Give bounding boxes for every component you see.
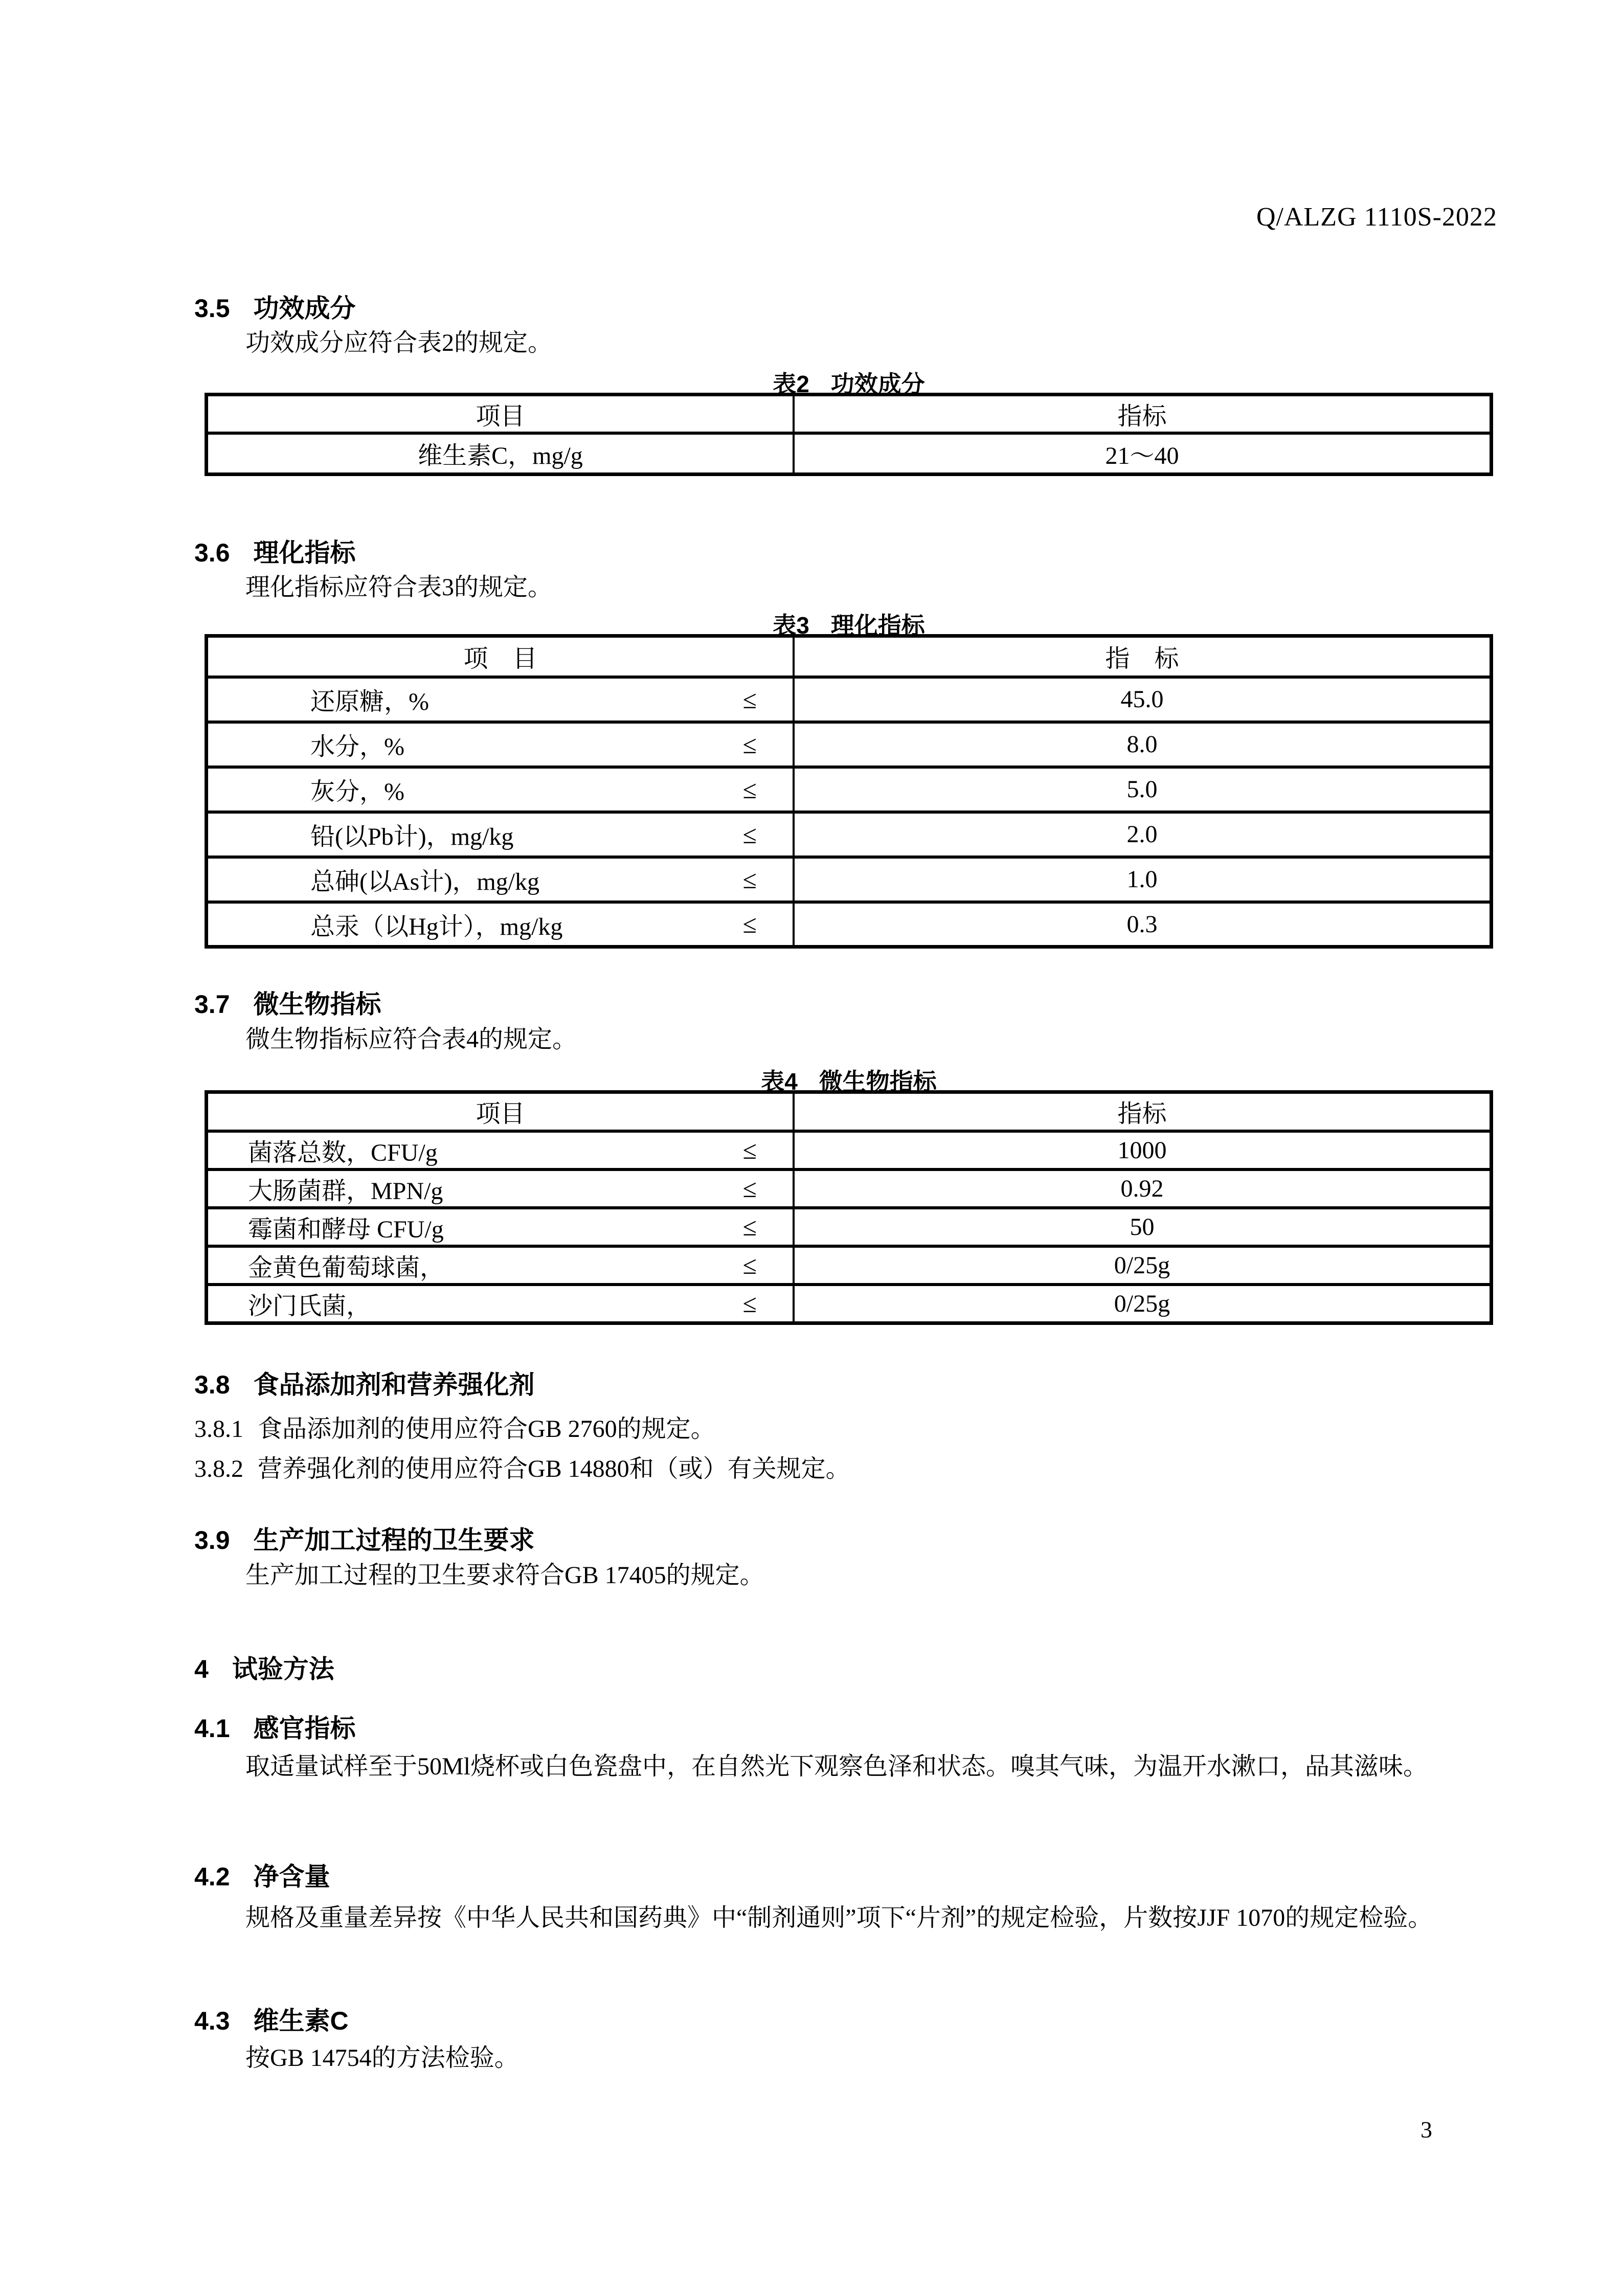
section-heading-4-2 bbox=[194, 1856, 330, 1893]
section-title: 维生素C bbox=[253, 2007, 349, 2035]
item-label: 水分，% bbox=[310, 733, 404, 760]
item-label: 霉菌和酵母 CFU/g bbox=[248, 1215, 444, 1243]
page-number: 3 bbox=[1420, 2117, 1432, 2143]
less-than-or-equal-symbol: ≤ bbox=[742, 775, 757, 804]
item-label: 菌落总数，CFU/g bbox=[248, 1139, 438, 1166]
item-column-header: 项目 bbox=[207, 395, 794, 434]
value-cell: 45.0 bbox=[794, 677, 1492, 722]
section-title: 净含量 bbox=[253, 1862, 330, 1891]
section-heading-4-1 bbox=[194, 1708, 356, 1745]
section-heading-4 bbox=[194, 1649, 334, 1685]
section-number: 3.9 bbox=[194, 1526, 230, 1555]
clause-3-8-1 bbox=[194, 1408, 1498, 1450]
section-body-3-6: 理化指标应符合表3的规定。 bbox=[245, 574, 553, 601]
table-row bbox=[207, 1285, 1492, 1323]
less-than-or-equal-symbol: ≤ bbox=[742, 1136, 757, 1164]
clause-3-8-2 bbox=[194, 1448, 1498, 1490]
section-title: 功效成分 bbox=[253, 294, 356, 323]
section-body-4-3: 按GB 14754的方法检验。 bbox=[245, 2044, 519, 2072]
item-column-header: 项 目 bbox=[207, 636, 794, 677]
table-row bbox=[207, 767, 1492, 812]
table2-functional-ingredients bbox=[205, 393, 1493, 476]
table3-physicochemical-indicators bbox=[205, 634, 1493, 949]
less-than-or-equal-symbol: ≤ bbox=[742, 1289, 757, 1318]
item-cell bbox=[207, 722, 794, 767]
section-title: 微生物指标 bbox=[253, 990, 381, 1019]
value-cell: 1.0 bbox=[794, 857, 1492, 902]
less-than-or-equal-symbol: ≤ bbox=[742, 820, 757, 849]
item-cell bbox=[207, 767, 794, 812]
section-title: 理化指标 bbox=[253, 538, 356, 567]
section-body-3-9: 生产加工过程的卫生要求符合GB 17405的规定。 bbox=[245, 1562, 764, 1589]
doc-code-header: Q/ALZG 1110S-2022 bbox=[1256, 202, 1497, 232]
value-cell: 1000 bbox=[794, 1131, 1492, 1169]
value-cell: 5.0 bbox=[794, 767, 1492, 812]
table-row bbox=[207, 1246, 1492, 1285]
item-cell: 维生素C，mg/g bbox=[207, 433, 794, 474]
table-row bbox=[207, 433, 1492, 474]
clause-number: 3.8.2 bbox=[194, 1455, 243, 1482]
section-number: 3.5 bbox=[194, 294, 230, 323]
value-cell: 0/25g bbox=[794, 1246, 1492, 1285]
table-row bbox=[207, 1169, 1492, 1208]
item-label: 还原糖，% bbox=[310, 688, 429, 715]
table-caption-title: 微生物指标 bbox=[819, 1068, 937, 1095]
item-label: 铅(以Pb计)，mg/kg bbox=[310, 823, 514, 850]
less-than-or-equal-symbol: ≤ bbox=[742, 730, 757, 759]
section-body-4-2: 规格及重量差异按《中华人民共和国药典》中“制剂通则”项下“片剂”的规定检验，片数按JJF 1070的规定检验。 bbox=[245, 1904, 1433, 1931]
section-number: 3.6 bbox=[194, 538, 230, 567]
section-body-3-7: 微生物指标应符合表4的规定。 bbox=[245, 1026, 577, 1053]
value-cell: 2.0 bbox=[794, 812, 1492, 857]
item-cell bbox=[207, 1208, 794, 1246]
value-cell: 0.3 bbox=[794, 902, 1492, 947]
item-cell bbox=[207, 1131, 794, 1169]
item-cell bbox=[207, 812, 794, 857]
section-number: 3.7 bbox=[194, 990, 230, 1019]
table-caption-label: 表4 bbox=[761, 1068, 798, 1095]
section-title: 试验方法 bbox=[232, 1655, 334, 1683]
section-heading-3-6 bbox=[194, 532, 356, 569]
table-row bbox=[207, 857, 1492, 902]
table-row bbox=[207, 812, 1492, 857]
item-label: 大肠菌群，MPN/g bbox=[248, 1177, 443, 1205]
section-number: 4.1 bbox=[194, 1714, 230, 1743]
section-heading-3-8 bbox=[194, 1364, 535, 1401]
table-caption-label: 表2 bbox=[773, 371, 809, 397]
section-number: 3.8 bbox=[194, 1370, 230, 1399]
item-cell bbox=[207, 1169, 794, 1208]
section-title: 生产加工过程的卫生要求 bbox=[253, 1526, 535, 1555]
table-header-row bbox=[207, 636, 1492, 677]
less-than-or-equal-symbol: ≤ bbox=[742, 865, 757, 894]
section-title: 感官指标 bbox=[253, 1714, 356, 1743]
table-header-row bbox=[207, 395, 1492, 434]
item-label: 总砷(以As计)，mg/kg bbox=[310, 868, 539, 895]
less-than-or-equal-symbol: ≤ bbox=[742, 1212, 757, 1241]
item-label: 总汞（以Hg计），mg/kg bbox=[310, 913, 563, 940]
less-than-or-equal-symbol: ≤ bbox=[742, 685, 757, 714]
value-column-header: 指 标 bbox=[794, 636, 1492, 677]
section-body-3-5: 功效成分应符合表2的规定。 bbox=[245, 329, 553, 356]
clause-text: 营养强化剂的使用应符合GB 14880和（或）有关规定。 bbox=[258, 1455, 850, 1482]
item-label: 金黄色葡萄球菌， bbox=[248, 1254, 445, 1281]
section-heading-4-3 bbox=[194, 2000, 349, 2037]
item-label: 灰分，% bbox=[310, 778, 404, 805]
item-cell bbox=[207, 1246, 794, 1285]
item-label: 沙门氏菌， bbox=[248, 1292, 371, 1320]
table4-microbiological-indicators bbox=[205, 1090, 1493, 1325]
section-heading-3-9 bbox=[194, 1520, 535, 1557]
value-cell: 0/25g bbox=[794, 1285, 1492, 1323]
item-cell bbox=[207, 857, 794, 902]
table-row bbox=[207, 722, 1492, 767]
value-cell: 21～40 bbox=[794, 433, 1492, 474]
value-cell: 8.0 bbox=[794, 722, 1492, 767]
section-body-4-1: 取适量试样至于50Ml烧杯或白色瓷盘中，在自然光下观察色泽和状态。嗅其气味，为温开水漱口，品其滋味。 bbox=[245, 1753, 1428, 1780]
item-cell bbox=[207, 1285, 794, 1323]
clause-number: 3.8.1 bbox=[194, 1415, 243, 1443]
less-than-or-equal-symbol: ≤ bbox=[742, 910, 757, 939]
item-column-header: 项目 bbox=[207, 1092, 794, 1131]
table-row bbox=[207, 1208, 1492, 1246]
value-column-header: 指标 bbox=[794, 395, 1492, 434]
table-header-row bbox=[207, 1092, 1492, 1131]
item-cell bbox=[207, 677, 794, 722]
table-caption-label: 表3 bbox=[773, 612, 809, 639]
table-row bbox=[207, 677, 1492, 722]
table-caption-title: 理化指标 bbox=[830, 612, 925, 639]
less-than-or-equal-symbol: ≤ bbox=[742, 1174, 757, 1203]
table-caption-title: 功效成分 bbox=[830, 371, 925, 397]
value-cell: 50 bbox=[794, 1208, 1492, 1246]
clause-text: 食品添加剂的使用应符合GB 2760的规定。 bbox=[258, 1415, 715, 1443]
table-row bbox=[207, 1131, 1492, 1169]
section-number: 4.2 bbox=[194, 1862, 230, 1891]
less-than-or-equal-symbol: ≤ bbox=[742, 1251, 757, 1279]
section-number: 4.3 bbox=[194, 2007, 230, 2035]
section-title: 食品添加剂和营养强化剂 bbox=[253, 1370, 535, 1399]
table-row bbox=[207, 902, 1492, 947]
section-number: 4 bbox=[194, 1655, 209, 1683]
section-heading-3-7 bbox=[194, 984, 381, 1021]
section-heading-3-5 bbox=[194, 288, 356, 325]
value-column-header: 指标 bbox=[794, 1092, 1492, 1131]
value-cell: 0.92 bbox=[794, 1169, 1492, 1208]
item-cell bbox=[207, 902, 794, 947]
